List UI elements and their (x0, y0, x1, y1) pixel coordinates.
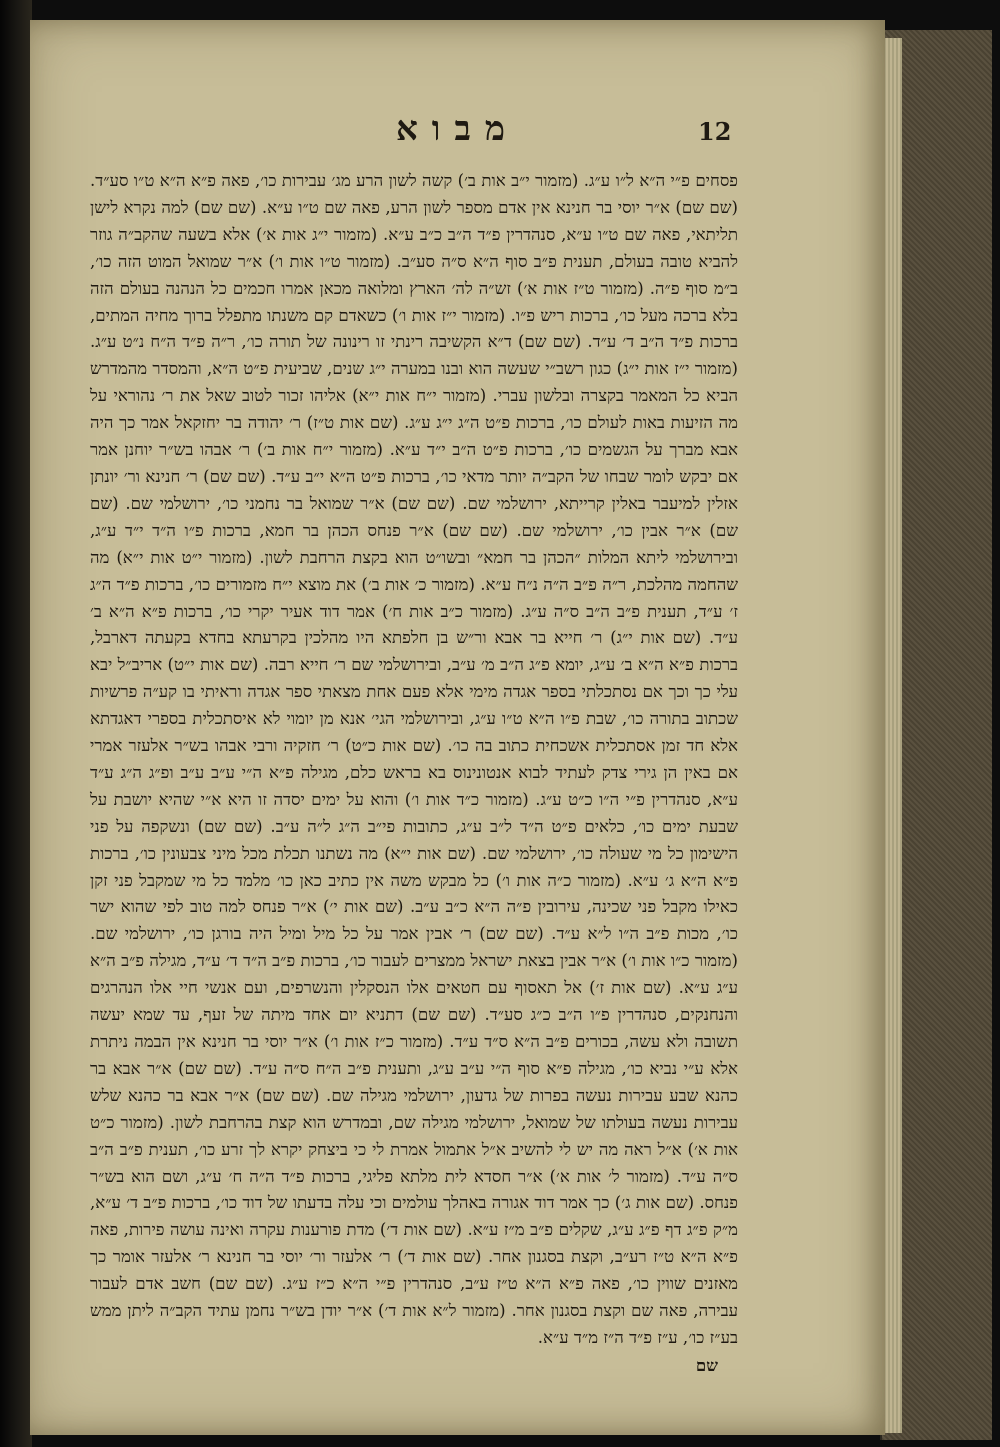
page-header (30, 95, 885, 155)
book-spine (0, 0, 32, 1447)
main-paragraph: פסחים פ״י ה״א ל״ו ע״ג. (מזמור י״ב אות ב׳) קשה לשון הרע מג׳ עבירות כו׳, פאה פ״א ה״א ט״ו סע״ד. (שם שם) א״ר יוסי בר חנינא אין אדם מספר לשון הרע, פאה שם ט״ו ע״א. (שם שם) למה נקרא לישן תליתאי, פאה שם ט״ו ע״א, סנהדרין פ״ד ה״ב כ״ב ע״א. (מזמור י״ג אות א׳) אלא בשעה שהקב״ה גוזר להביא טובה בעולם, תענית פ״ב סוף ה״א ס״ה סע״ב. (מזמור ט״ו אות ו׳) א״ר שמואל המוט הזה כו׳, ב״מ סוף פ״ה. (מזמור ט״ז אות א׳) זש״ה לה׳ הארץ ומלואה מכאן אמרו חכמים כל הנהנה בעולם הזה בלא ברכה מעל כו׳, ברכות ריש פ״ו. (מזמור י״ז אות ו׳) כשאדם קם משנתו מתפלל ברוך מחיה המתים, ברכות פ״ד ה״ב ד׳ ע״ד. (שם שם) ד״א הקשיבה רינתי זו רינונה של תורה כו׳, ר״ה פ״ד ה״ח נ״ט ע״ג. (מזמור י״ז אות י״ג) כגון רשב״י שעשה הוא ובנו במערה י״ג שנים, שביעית פ״ט ה״א, והמסדר מהמדרש הביא כל המאמר בקצרה ובלשון עברי. (מזמור י״ח אות י״א) אליהו זכור לטוב שאל את ר׳ נהוראי על מה הזיעות באות לעולם כו׳, ברכות פ״ט ה״ג י״ג ע״ג. (שם אות ט״ז) ר׳ יהודה בר יחזקאל אמר כך היה אבא מברך על הגשמים כו׳, ברכות פ״ט ה״ב י״ד ע״א. (מזמור י״ח אות ב׳) ר׳ אבהו בש״ר יוחנן אמר אם יבקש לומר שבחו של הקב״ה יותר מדאי כו׳, ברכות פ״ט ה״א י״ב ע״ד. (שם שם) ר׳ חנינא ור׳ יונתן אזלין למיעבר באלין קרייתא, ירושלמי שם. (שם שם) א״ר שמואל בר נחמני כו׳, ירושלמי שם. (שם שם) א״ר אבין כו׳, ירושלמי שם. (שם שם) א״ר פנחס הכהן בר חמא, ברכות פ״ו ה״ד י״ד ע״ג, ובירושלמי ליתא המלות ״הכהן בר חמא״ ובשו״ט הוא בקצת הרחבת לשון. (מזמור י״ט אות י״א) מה שהחמה מהלכת, ר״ה פ״ב ה״ה נ״ח ע״א. (מזמור כ׳ אות ב׳) את מוצא י״ח מזמורים כו׳, ברכות פ״ד ה״ג ז׳ ע״ד, תענית פ״ב ה״ב ס״ה ע״ג. (מזמור כ״ב אות ח׳) אמר דוד אעיר יקרי כו׳, ברכות פ״א ה״א ב׳ ע״ד. (שם אות י״ג) ר׳ חייא בר אבא ור״ש בן חלפתא היו מהלכין בקרעתא בחדא בקעתה דארבל, ברכות פ״א ה״א ב׳ ע״ג, יומא פ״ג ה״ב מ׳ ע״ב, ובירושלמי שם ר׳ חייא רבה. (שם אות י״ט) אריב״ל יבא עלי כך וכך אם נסתכלתי בספר אגדה מימי אלא פעם אחת מצאתי ספר אגדה וראיתי בו קע״ה פרשיות שכתוב בתורה כו׳, שבת פ״ו ה״א ט״ו ע״ג, ובירושלמי הגי׳ אנא מן יומוי לא איסתכלית בספרי דאגדתא אלא חד זמן אסתכלית אשכחית כתוב בה כו׳. (שם אות כ״ט) ר׳ חזקיה ורבי אבהו בש״ר אלעזר אמרי אם באין הן גירי צדק לעתיד לבוא אנטונינוס בא בראש כלם, מגילה פ״א ה״י ע״ב ע״ב ופ״ג ה״ג ע״ד ע״א, סנהדרין פ״י ה״ו כ״ט ע״ג. (מזמור כ״ד אות ו׳) והוא על ימים יסדה זו היא א״י שהיא יושבת על שבעת ימים כו׳, כלאים פ״ט ה״ד ל״ב ע״ג, כתובות פי״ב ה״ג ל״ה ע״ב. (שם שם) ונשקפה על פני הישימון כל מי שעולה כו׳, ירושלמי שם. (שם אות י״א) מה נשתנו תכלת מכל מיני צבעונין כו׳, ברכות פ״א ה״א ג׳ ע״א. (מזמור כ״ה אות ו׳) כל מבקש משה אין כתיב כאן כו׳ מלמד כל מי שמקבל פני זקן כאילו מקבל פני שכינה, עירובין פ״ה ה״א כ״ב ע״ב. (שם אות י׳) א״ר פנחס למה טוב לפי שהוא ישר כו׳, מכות פ״ב ה״ו ל״א ע״ד. (שם שם) ר׳ אבין אמר על כל מיל ומיל היה בורגן כו׳, ירושלמי שם. (מזמור כ״ו אות ו׳) א״ר אבין בצאת ישראל ממצרים לעבור כו׳, ברכות פ״ב ה״ד ד׳ ע״ד, מגילה פ״ב ה״א ע״ג ע״א. (שם אות ז׳) אל תאסוף עם חטאים אלו הנסקלין והנשרפים, ועם אנשי חיי אלו הנהרגים והנחנקים, סנהדרין פ״ו ה״ב כ״ג סע״ד. (שם שם) דתניא יום אחד מיתה של זעף, עד שמא יעשה תשובה ולא עשה, בכורים פ״ב ה״א ס״ד ע״ד. (מזמור כ״ז אות ו׳) א״ר יוסי בר חנינא אין הבמה ניתרת אלא ע״י נביא כו׳, מגילה פ״א סוף ה״י ע״ב ע״ג, ותענית פ״ב ה״ח ס״ה ע״ד. (שם שם) א״ר אבא בר כהנא שבע עבירות נעשה בפרות של גדעון, ירושלמי מגילה שם. (שם שם) א״ר אבא בר כהנא שלש עבירות נעשה בעולתו של שמואל, ירושלמי מגילה שם, ובמדרש הוא קצת בהרחבת לשון. (מזמור כ״ט אות א׳) א״ל ראה מה יש לי להשיב א״ל אתמול אמרת לי כי ביצחק יקרא לך זרע כו׳, תענית פ״ב ה״ב ס״ה ע״ד. (מזמור ל׳ אות א׳) א״ר חסדא לית מלתא פליגי, ברכות פ״ד ה״ה ח׳ ע״ג, ושם הוא בש״ר פנחס. (שם אות ג׳) כך אמר דוד אגורה באהלך עולמים וכי עלה בדעתו של דוד כו׳, ברכות פ״ב ד׳ ע״א, מ״ק פ״ג דף פ״ג ע״ג, שקלים פ״ב מ״ז ע״א. (שם אות ד׳) מדת פורענות עקרה ואינה עושה פירות, פאה פ״א ה״א ט״ז רע״ב, וקצת בסגנון אחר. (שם אות ד׳) ר׳ אלעזר ור׳ יוסי בר חנינא ר׳ אלעזר אומר כך מאזנים שווין כו׳, פאה פ״א ה״א ט״ז ע״ב, סנהדרין פ״י ה״א כ״ז ע״ג. (שם שם) חשב אדם לעבור עבירה, פאה שם וקצת בסגנון אחר. (מזמור ל״א אות ד׳) א״ר יודן בש״ר נחמן עתיד הקב״ה ליתן ממש בע״ז כו׳, ע״ז פ״ד ה״ז מ״ד ע״א. (90, 171, 738, 1347)
body-text (90, 168, 738, 1379)
catchword: שם (695, 1354, 718, 1375)
page-title: מבוא (395, 109, 520, 149)
page-number: 12 (698, 117, 732, 146)
